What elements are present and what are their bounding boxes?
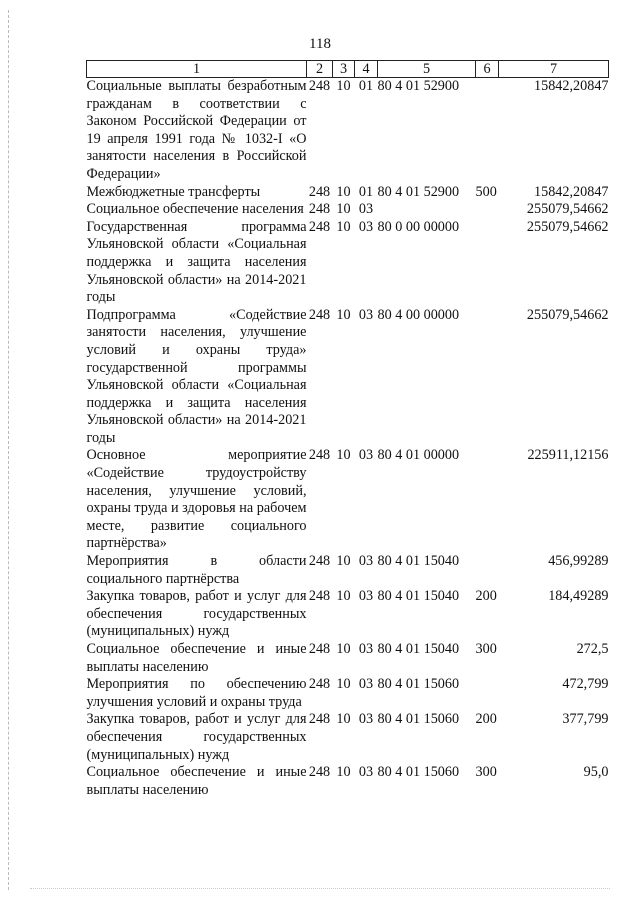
row-col-3-cell: 10 (336, 641, 351, 657)
row-col-2-cell: 248 (308, 588, 331, 605)
header-col-4: 4 (355, 61, 378, 78)
row-col-5-cell: 80 4 01 15060 (377, 711, 460, 728)
row-name-cell: Мероприятия по обеспечению улучшения условий и охраны труда (86, 676, 307, 710)
row-col-4-cell: 03 (358, 306, 374, 323)
row-col-5-cell: 80 0 00 00000 (377, 218, 460, 235)
row-col-5-cell: 80 4 01 52900 (377, 78, 460, 94)
row-col-4-cell: 03 (358, 447, 374, 464)
row-amount-cell: 15842,20847 (534, 183, 609, 200)
row-col-6-cell: 200 (475, 588, 497, 605)
row-col-2-cell: 248 (308, 218, 331, 235)
row-col-5-cell: 80 4 01 15040 (377, 553, 460, 570)
header-col-2: 2 (307, 61, 333, 78)
row-amount-cell: 272,5 (576, 641, 609, 657)
row-col-4-cell: 03 (358, 764, 374, 781)
page-number: 118 (309, 36, 331, 52)
row-col-5-cell: 80 4 01 00000 (377, 447, 460, 464)
row-name-cell: Закупка товаров, работ и услуг для обеспечения государственных (муниципальных) нужд (86, 588, 307, 640)
row-amount-cell: 255079,54662 (526, 201, 609, 218)
row-col-6-cell (476, 676, 499, 711)
row-col-3-cell: 10 (336, 764, 351, 781)
table-row (87, 588, 609, 641)
header-col-7: 7 (499, 61, 609, 78)
row-name-cell: Социальное обеспечение и иные выплаты населению (86, 641, 307, 675)
row-name-cell: Социальное обеспечение населения (86, 201, 304, 218)
row-amount-cell: 255079,54662 (526, 218, 609, 235)
table-row (87, 711, 609, 764)
row-col-2-cell: 248 (308, 447, 331, 464)
row-col-4-cell: 03 (358, 201, 374, 218)
row-amount-cell: 472,799 (562, 676, 609, 693)
row-col-3-cell: 10 (336, 78, 351, 94)
row-col-4-cell: 03 (358, 553, 374, 570)
row-amount-cell: 15842,20847 (534, 78, 609, 94)
table-row (87, 676, 609, 711)
table-row (87, 764, 609, 799)
row-col-6-cell (476, 201, 499, 219)
row-col-3-cell: 10 (336, 553, 351, 570)
row-col-5-cell: 80 4 01 15040 (377, 588, 460, 605)
table-row (87, 201, 609, 219)
row-col-6-cell: 500 (475, 183, 497, 200)
table-row (87, 553, 609, 588)
row-name-cell: Закупка товаров, работ и услуг для обеспечения государственных (муниципальных) нужд (86, 711, 307, 763)
header-col-6: 6 (476, 61, 499, 78)
row-col-3-cell: 10 (336, 588, 351, 605)
table-row (87, 184, 609, 202)
header-col-3: 3 (333, 61, 355, 78)
row-col-5-cell: 80 4 01 52900 (377, 183, 460, 200)
row-col-6-cell (476, 78, 499, 184)
table-row (87, 641, 609, 676)
row-name-cell: Межбюджетные трансферты (86, 183, 261, 200)
row-col-3-cell: 10 (336, 218, 351, 235)
table-row (87, 219, 609, 307)
row-col-2-cell: 248 (308, 641, 331, 657)
row-name-cell: Основное мероприятие «Содействие трудоустройству населения, улучшение условий, охраны труда и здоровья на рабочем месте, развитие социального партнёрства» (86, 447, 307, 552)
row-col-2-cell: 248 (308, 711, 331, 728)
header-row (87, 61, 609, 78)
row-col-5-cell (378, 201, 476, 219)
row-col-4-cell: 03 (358, 218, 374, 235)
row-col-4-cell: 03 (358, 676, 374, 693)
row-amount-cell: 95,0 (583, 764, 609, 781)
row-col-2-cell: 248 (308, 183, 331, 200)
row-amount-cell: 456,99289 (548, 553, 609, 570)
row-name-cell: Подпрограмма «Содействие занятости населения, улучшение условий и охраны труда» государственной программы Ульяновской области «Социальная поддержка и защита населения Ульяновской области» на 2014-2021 годы (86, 306, 307, 446)
row-col-6-cell: 200 (475, 711, 497, 728)
row-col-4-cell: 01 (358, 183, 374, 200)
row-name-cell: Социальное обеспечение и иные выплаты населению (86, 764, 307, 798)
row-col-3-cell: 10 (336, 201, 351, 218)
header-col-5: 5 (378, 61, 476, 78)
row-col-3-cell: 10 (336, 447, 351, 464)
row-col-4-cell: 01 (358, 78, 374, 94)
scan-margin-line (8, 10, 10, 890)
row-amount-cell: 255079,54662 (526, 306, 609, 323)
row-amount-cell: 377,799 (562, 711, 609, 728)
row-amount-cell: 225911,12156 (527, 447, 609, 464)
scan-bottom-edge (30, 888, 610, 890)
row-col-4-cell: 03 (358, 588, 374, 605)
row-col-2-cell: 248 (308, 306, 331, 323)
row-col-5-cell: 80 4 01 15060 (377, 764, 460, 781)
row-col-3-cell: 10 (336, 183, 351, 200)
row-col-2-cell: 248 (308, 78, 331, 94)
row-col-2-cell: 248 (308, 764, 331, 781)
budget-table (86, 60, 609, 799)
row-col-6-cell: 300 (475, 641, 497, 657)
row-col-4-cell: 03 (358, 711, 374, 728)
row-col-6-cell: 300 (475, 764, 497, 781)
row-col-3-cell: 10 (336, 711, 351, 728)
row-col-2-cell: 248 (308, 676, 331, 693)
row-col-6-cell (476, 219, 499, 307)
row-col-6-cell (476, 553, 499, 588)
row-col-3-cell: 10 (336, 306, 351, 323)
table-row (87, 78, 609, 184)
row-col-6-cell (476, 307, 499, 448)
row-col-5-cell: 80 4 01 15040 (377, 641, 460, 657)
row-col-5-cell: 80 4 00 00000 (377, 306, 460, 323)
row-name-cell: Социальные выплаты безработным гражданам в соответствии с Законом Российской Федерации от 19 апреля 1991 года № 1032-I «О занятости населения в Российской Федерации» (86, 78, 307, 182)
row-amount-cell: 184,49289 (548, 588, 609, 605)
row-col-6-cell (476, 447, 499, 553)
row-col-3-cell: 10 (336, 676, 351, 693)
row-col-2-cell: 248 (308, 553, 331, 570)
table-row (87, 447, 609, 553)
row-name-cell: Государственная программа Ульяновской области «Социальная поддержка и защита населения Ульяновской области» на 2014-2021 годы (86, 218, 307, 306)
row-name-cell: Мероприятия в области социального партнёрства (86, 553, 307, 587)
row-col-5-cell: 80 4 01 15060 (377, 676, 460, 693)
table-row (87, 307, 609, 448)
row-col-2-cell: 248 (308, 201, 331, 218)
row-col-4-cell: 03 (358, 641, 374, 657)
header-col-1: 1 (87, 61, 307, 78)
